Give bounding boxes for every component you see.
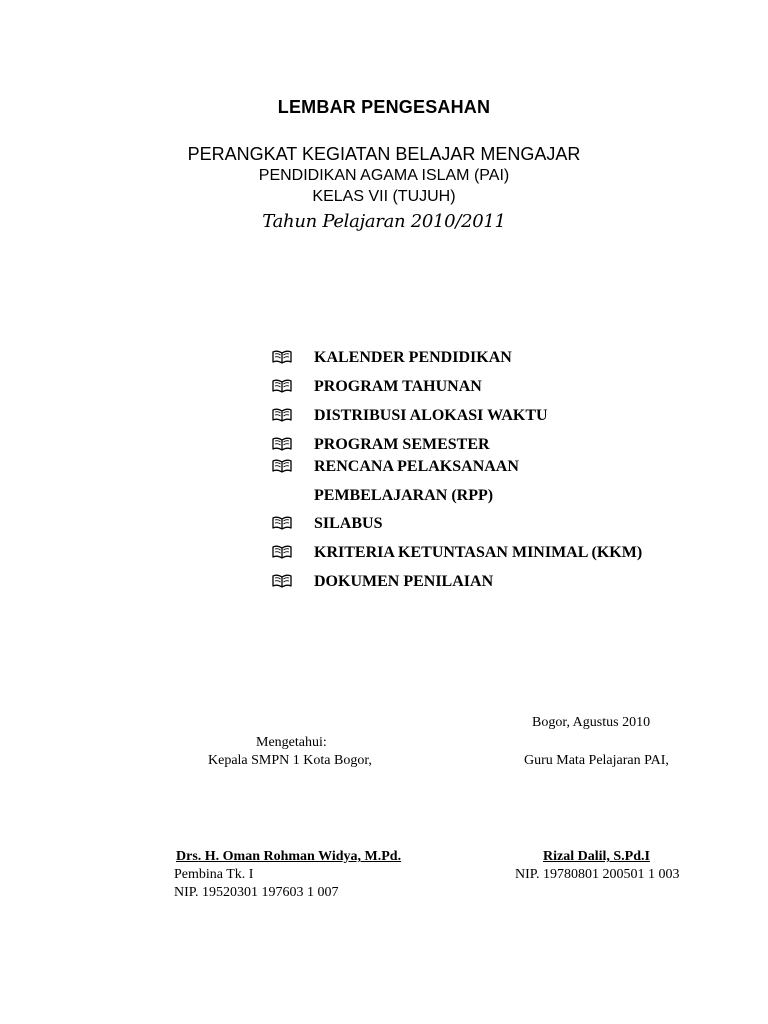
subtitle-line-3: KELAS VII (TUJUH) [312,188,456,205]
list-item-label: RENCANA PELAKSANAAN [314,458,519,475]
right-signatory-role: Guru Mata Pelajaran PAI, [524,753,669,768]
list-item-label: DISTRIBUSI ALOKASI WAKTU [314,407,548,424]
subtitle-line-1: PERANGKAT KEGIATAN BELAJAR MENGAJAR [187,144,581,164]
left-signatory-name: Drs. H. Oman Rohman Widya, M.Pd. [176,849,402,864]
list-item-label: PROGRAM SEMESTER [314,436,490,453]
list-item-label: KRITERIA KETUNTASAN MINIMAL (KKM) [314,544,643,561]
left-signatory-role: Kepala SMPN 1 Kota Bogor, [208,753,372,768]
right-signatory-name: Rizal Dalil, S.Pd.I [543,849,650,864]
open-book-icon [272,437,292,451]
subtitle-line-2: PENDIDIKAN AGAMA ISLAM (PAI) [258,167,510,184]
list-item-label: KALENDER PENDIDIKAN [314,349,512,366]
list-item-label: DOKUMEN PENILAIAN [314,573,494,590]
open-book-icon [272,459,292,473]
open-book-icon [272,350,292,364]
open-book-icon [272,379,292,393]
open-book-icon [272,516,292,530]
left-signatory-nip: NIP. 19520301 197603 1 007 [174,885,339,900]
school-year: Tahun Pelajaran 2010/2011 [262,211,506,232]
place-date: Bogor, Agustus 2010 [532,715,651,730]
open-book-icon [272,408,292,422]
document-title: LEMBAR PENGESAHAN [277,97,491,117]
list-item-label: SILABUS [314,515,383,532]
list-item-continuation: PEMBELAJARAN (RPP) [314,487,494,504]
right-signatory-nip: NIP. 19780801 200501 1 003 [515,867,680,882]
list-item-label: PROGRAM TAHUNAN [314,378,482,395]
open-book-icon [272,574,292,588]
open-book-icon [272,545,292,559]
left-signatory-rank: Pembina Tk. I [174,867,254,882]
acknowledged-label: Mengetahui: [256,735,327,750]
